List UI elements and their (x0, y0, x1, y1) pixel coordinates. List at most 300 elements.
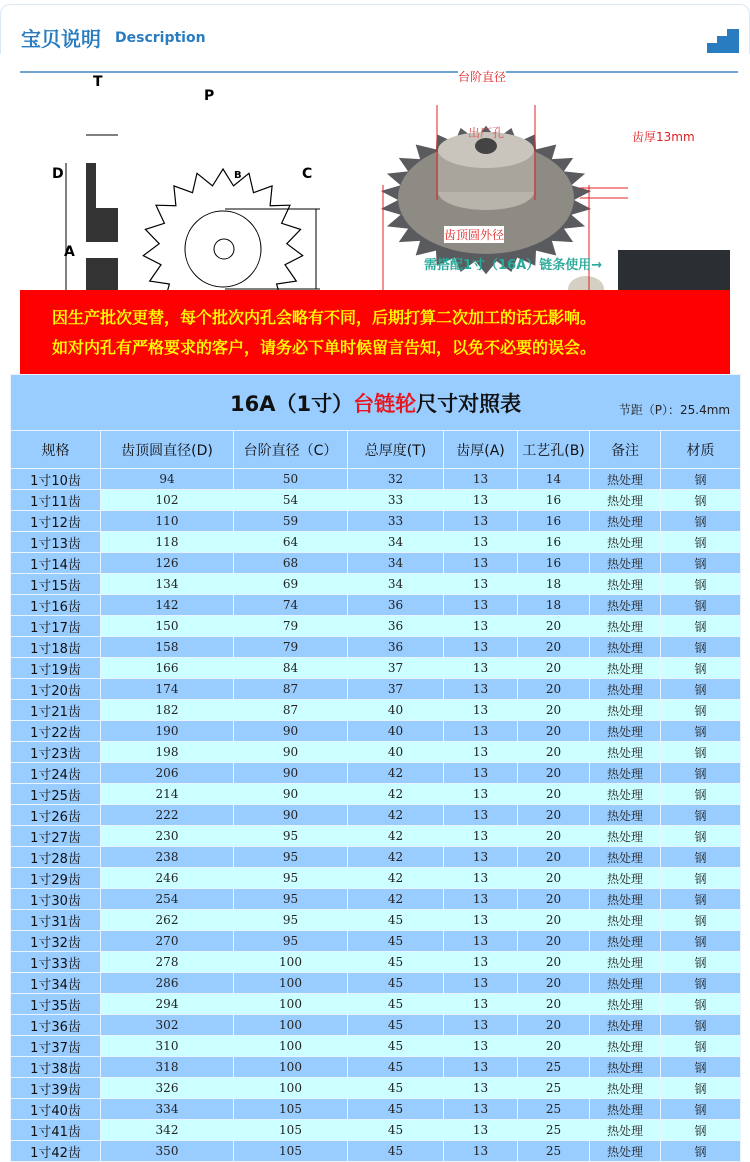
table-cell: 13 (444, 490, 518, 511)
table-cell: 钢 (661, 910, 741, 931)
table-cell: 16 (518, 490, 590, 511)
table-cell: 钢 (661, 973, 741, 994)
table-cell: 钢 (661, 511, 741, 532)
label-hub-diameter: 台阶直径 (458, 70, 507, 84)
table-row (11, 973, 741, 994)
table-cell: 20 (518, 931, 590, 952)
table-cell: 36 (348, 616, 444, 637)
table-cell: 13 (444, 1036, 518, 1057)
table-cell: 79 (234, 637, 348, 658)
table-cell: 20 (518, 952, 590, 973)
table-cell: 13 (444, 1120, 518, 1141)
table-cell: 1寸34齿 (11, 973, 101, 994)
table-cell: 钢 (661, 1057, 741, 1078)
table-cell: 214 (101, 784, 234, 805)
table-cell: 热处理 (590, 931, 661, 952)
table-row (11, 1078, 741, 1099)
table-cell: 13 (444, 931, 518, 952)
table-cell: 热处理 (590, 868, 661, 889)
table-row (11, 1099, 741, 1120)
table-cell: 246 (101, 868, 234, 889)
column-header: 工艺孔(B) (518, 431, 590, 469)
table-cell: 1寸40齿 (11, 1099, 101, 1120)
column-header: 备注 (590, 431, 661, 469)
table-cell: 1寸28齿 (11, 847, 101, 868)
table-cell: 334 (101, 1099, 234, 1120)
table-cell: 钢 (661, 553, 741, 574)
table-cell: 13 (444, 616, 518, 637)
table-cell: 1寸38齿 (11, 1057, 101, 1078)
table-cell: 13 (444, 469, 518, 490)
table-cell: 105 (234, 1120, 348, 1141)
table-cell: 热处理 (590, 658, 661, 679)
table-cell: 182 (101, 700, 234, 721)
table-row (11, 490, 741, 511)
table-cell: 钢 (661, 1141, 741, 1162)
table-cell: 18 (518, 574, 590, 595)
table-cell: 1寸17齿 (11, 616, 101, 637)
table-cell: 20 (518, 868, 590, 889)
table-cell: 94 (101, 469, 234, 490)
label-t: T (93, 74, 103, 90)
notice-line: 如对内孔有严格要求的客户，请务必下单时候留言告知，以免不必要的误会。 (52, 338, 597, 357)
table-cell: 热处理 (590, 973, 661, 994)
label-c: C (302, 166, 313, 182)
table-cell: 95 (234, 889, 348, 910)
table-cell: 45 (348, 952, 444, 973)
table-row (11, 469, 741, 490)
table-cell: 13 (444, 574, 518, 595)
table-cell: 1寸33齿 (11, 952, 101, 973)
table-cell: 16 (518, 553, 590, 574)
column-header: 总厚度(T) (348, 431, 444, 469)
table-cell: 90 (234, 721, 348, 742)
label-b: B (234, 170, 242, 181)
table-cell: 钢 (661, 574, 741, 595)
table-cell: 13 (444, 952, 518, 973)
table-cell: 热处理 (590, 490, 661, 511)
table-cell: 钢 (661, 847, 741, 868)
table-cell: 342 (101, 1120, 234, 1141)
table-cell: 1寸30齿 (11, 889, 101, 910)
table-cell: 热处理 (590, 616, 661, 637)
table-cell: 42 (348, 826, 444, 847)
table-cell: 174 (101, 679, 234, 700)
table-cell: 45 (348, 1057, 444, 1078)
table-cell: 13 (444, 637, 518, 658)
table-cell: 84 (234, 658, 348, 679)
table-cell: 热处理 (590, 847, 661, 868)
table-cell: 13 (444, 847, 518, 868)
table-cell: 18 (518, 595, 590, 616)
table-cell: 90 (234, 763, 348, 784)
table-cell: 钢 (661, 952, 741, 973)
table-row (11, 931, 741, 952)
table-cell: 钢 (661, 679, 741, 700)
table-cell: 1寸15齿 (11, 574, 101, 595)
table-cell: 钢 (661, 700, 741, 721)
table-cell: 热处理 (590, 952, 661, 973)
pitch-note: 节距（P）：25.4mm (618, 403, 731, 417)
table-cell: 13 (444, 805, 518, 826)
column-header: 规格 (11, 431, 101, 469)
table-cell: 198 (101, 742, 234, 763)
table-cell: 95 (234, 910, 348, 931)
table-cell: 钢 (661, 469, 741, 490)
table-cell: 134 (101, 574, 234, 595)
table-cell: 294 (101, 994, 234, 1015)
table-cell: 钢 (661, 616, 741, 637)
table-cell: 230 (101, 826, 234, 847)
table-cell: 1寸16齿 (11, 595, 101, 616)
table-cell: 100 (234, 1057, 348, 1078)
table-cell: 20 (518, 784, 590, 805)
table-cell: 95 (234, 847, 348, 868)
table-cell: 90 (234, 784, 348, 805)
table-cell: 1寸37齿 (11, 1036, 101, 1057)
table-cell: 1寸10齿 (11, 469, 101, 490)
notice-line: 因生产批次更替，每个批次内孔会略有不同，后期打算二次加工的话无影响。 (52, 308, 597, 327)
table-cell: 278 (101, 952, 234, 973)
table-cell: 20 (518, 1036, 590, 1057)
table-cell: 1寸18齿 (11, 637, 101, 658)
table-cell: 42 (348, 868, 444, 889)
table-row (11, 1036, 741, 1057)
table-cell: 钢 (661, 1036, 741, 1057)
table-cell: 13 (444, 973, 518, 994)
table-cell: 1寸41齿 (11, 1120, 101, 1141)
table-row (11, 826, 741, 847)
table-cell: 142 (101, 595, 234, 616)
table-cell: 热处理 (590, 511, 661, 532)
table-cell: 45 (348, 1015, 444, 1036)
header-divider (20, 71, 738, 73)
table-cell: 150 (101, 616, 234, 637)
table-cell: 37 (348, 679, 444, 700)
table-cell: 热处理 (590, 784, 661, 805)
table-cell: 42 (348, 847, 444, 868)
table-cell: 1寸39齿 (11, 1078, 101, 1099)
table-cell: 钢 (661, 721, 741, 742)
table-row (11, 616, 741, 637)
table-cell: 40 (348, 700, 444, 721)
table-cell: 热处理 (590, 1078, 661, 1099)
table-cell: 13 (444, 679, 518, 700)
table-cell: 36 (348, 637, 444, 658)
table-cell: 13 (444, 784, 518, 805)
table-cell: 40 (348, 721, 444, 742)
table-cell: 钢 (661, 784, 741, 805)
table-cell: 1寸12齿 (11, 511, 101, 532)
table-cell: 13 (444, 1015, 518, 1036)
product-illustration (0, 70, 750, 290)
table-cell: 钢 (661, 1099, 741, 1120)
table-cell: 13 (444, 868, 518, 889)
table-cell: 13 (444, 511, 518, 532)
table-cell: 13 (444, 889, 518, 910)
table-cell: 20 (518, 994, 590, 1015)
table-row (11, 763, 741, 784)
table-cell: 热处理 (590, 763, 661, 784)
table-row (11, 658, 741, 679)
table-cell: 87 (234, 679, 348, 700)
table-cell: 45 (348, 1120, 444, 1141)
table-cell: 79 (234, 616, 348, 637)
table-cell: 20 (518, 910, 590, 931)
table-cell: 1寸14齿 (11, 553, 101, 574)
table-cell: 45 (348, 1141, 444, 1162)
table-row (11, 553, 741, 574)
table-cell: 钢 (661, 931, 741, 952)
table-cell: 钢 (661, 637, 741, 658)
table-cell: 1寸24齿 (11, 763, 101, 784)
table-cell: 13 (444, 532, 518, 553)
table-cell: 13 (444, 1099, 518, 1120)
table-cell: 37 (348, 658, 444, 679)
table-cell: 13 (444, 553, 518, 574)
table-cell: 20 (518, 721, 590, 742)
table-row (11, 721, 741, 742)
table-cell: 1寸42齿 (11, 1141, 101, 1162)
table-cell: 热处理 (590, 742, 661, 763)
table-cell: 1寸25齿 (11, 784, 101, 805)
table-cell: 1寸31齿 (11, 910, 101, 931)
table-cell: 54 (234, 490, 348, 511)
table-cell: 13 (444, 742, 518, 763)
table-cell: 42 (348, 805, 444, 826)
table-cell: 90 (234, 742, 348, 763)
table-cell: 1寸29齿 (11, 868, 101, 889)
table-cell: 20 (518, 658, 590, 679)
label-p: P (204, 88, 215, 104)
column-header: 齿顶圆直径(D) (101, 431, 234, 469)
chain-note: 需搭配1寸（16A）链条使用→ (424, 258, 603, 273)
table-row (11, 1120, 741, 1141)
table-cell: 286 (101, 973, 234, 994)
table-cell: 热处理 (590, 1099, 661, 1120)
table-cell: 13 (444, 910, 518, 931)
table-cell: 13 (444, 994, 518, 1015)
table-cell: 13 (444, 700, 518, 721)
table-cell: 350 (101, 1141, 234, 1162)
table-cell: 钢 (661, 532, 741, 553)
table-row (11, 868, 741, 889)
column-header: 齿厚(A) (444, 431, 518, 469)
table-cell: 20 (518, 826, 590, 847)
table-cell: 42 (348, 889, 444, 910)
table-row (11, 1141, 741, 1162)
table-cell: 热处理 (590, 721, 661, 742)
table-cell: 100 (234, 1015, 348, 1036)
table-cell: 1寸13齿 (11, 532, 101, 553)
table-cell: 20 (518, 973, 590, 994)
table-cell: 1寸23齿 (11, 742, 101, 763)
table-cell: 16 (518, 511, 590, 532)
table-cell: 25 (518, 1099, 590, 1120)
table-cell: 13 (444, 721, 518, 742)
table-header-row (11, 431, 741, 469)
table-cell: 钢 (661, 490, 741, 511)
table-cell: 25 (518, 1141, 590, 1162)
table-cell: 100 (234, 1036, 348, 1057)
table-cell: 68 (234, 553, 348, 574)
size-table (10, 374, 741, 1162)
table-cell: 热处理 (590, 889, 661, 910)
table-cell: 1寸35齿 (11, 994, 101, 1015)
table-cell: 13 (444, 1078, 518, 1099)
table-cell: 310 (101, 1036, 234, 1057)
notice-banner (20, 290, 730, 374)
table-cell: 热处理 (590, 553, 661, 574)
table-cell: 20 (518, 742, 590, 763)
section-header (0, 4, 750, 54)
section-title-en: Description (115, 30, 206, 46)
table-cell: 1寸20齿 (11, 679, 101, 700)
table-cell: 95 (234, 868, 348, 889)
table-cell: 45 (348, 1099, 444, 1120)
table-cell: 钢 (661, 868, 741, 889)
label-factory-hole: 出厂孔 (468, 126, 505, 140)
table-row (11, 889, 741, 910)
table-cell: 40 (348, 742, 444, 763)
table-cell: 13 (444, 1141, 518, 1162)
table-cell: 1寸36齿 (11, 1015, 101, 1036)
table-cell: 326 (101, 1078, 234, 1099)
table-cell: 1寸19齿 (11, 658, 101, 679)
table-cell: 1寸32齿 (11, 931, 101, 952)
table-cell: 222 (101, 805, 234, 826)
table-row (11, 784, 741, 805)
table-cell: 热处理 (590, 700, 661, 721)
table-cell: 热处理 (590, 679, 661, 700)
table-cell: 钢 (661, 805, 741, 826)
table-cell: 158 (101, 637, 234, 658)
table-cell: 95 (234, 826, 348, 847)
table-cell: 20 (518, 889, 590, 910)
table-cell: 95 (234, 931, 348, 952)
table-cell: 1寸11齿 (11, 490, 101, 511)
label-d: D (52, 166, 64, 182)
table-cell: 16 (518, 532, 590, 553)
table-cell: 318 (101, 1057, 234, 1078)
table-cell: 13 (444, 763, 518, 784)
table-cell: 33 (348, 490, 444, 511)
table-cell: 126 (101, 553, 234, 574)
table-row (11, 1057, 741, 1078)
table-cell: 59 (234, 511, 348, 532)
table-cell: 20 (518, 700, 590, 721)
table-cell: 热处理 (590, 637, 661, 658)
table-cell: 105 (234, 1099, 348, 1120)
table-cell: 热处理 (590, 595, 661, 616)
table-cell: 热处理 (590, 910, 661, 931)
table-cell: 热处理 (590, 994, 661, 1015)
table-cell: 25 (518, 1120, 590, 1141)
table-cell: 34 (348, 553, 444, 574)
table-cell: 166 (101, 658, 234, 679)
table-cell: 钢 (661, 658, 741, 679)
table-cell: 1寸27齿 (11, 826, 101, 847)
column-header: 材质 (661, 431, 741, 469)
table-cell: 238 (101, 847, 234, 868)
table-row (11, 742, 741, 763)
table-title: 16A（1寸）台链轮尺寸对照表 (230, 391, 522, 416)
table-cell: 118 (101, 532, 234, 553)
table-cell: 热处理 (590, 805, 661, 826)
table-cell: 64 (234, 532, 348, 553)
table-cell: 25 (518, 1057, 590, 1078)
table-row (11, 910, 741, 931)
table-cell: 钢 (661, 826, 741, 847)
label-tooth-thickness: 齿厚13mm (632, 130, 695, 144)
table-row (11, 637, 741, 658)
table-cell: 25 (518, 1078, 590, 1099)
table-cell: 20 (518, 616, 590, 637)
table-cell: 20 (518, 637, 590, 658)
table-cell: 钢 (661, 595, 741, 616)
table-cell: 热处理 (590, 1015, 661, 1036)
section-title: 宝贝说明 (21, 27, 101, 51)
table-row (11, 847, 741, 868)
table-cell: 105 (234, 1141, 348, 1162)
table-row (11, 700, 741, 721)
table-cell: 34 (348, 574, 444, 595)
table-cell: 50 (234, 469, 348, 490)
label-outer-diameter: 齿顶圆外径 (444, 228, 505, 242)
table-row (11, 532, 741, 553)
table-cell: 热处理 (590, 1120, 661, 1141)
table-cell: 钢 (661, 742, 741, 763)
table-cell: 1寸21齿 (11, 700, 101, 721)
table-cell: 110 (101, 511, 234, 532)
table-row (11, 595, 741, 616)
table-cell: 33 (348, 511, 444, 532)
table-cell: 1寸26齿 (11, 805, 101, 826)
table-cell: 102 (101, 490, 234, 511)
table-row (11, 574, 741, 595)
table-cell: 45 (348, 1078, 444, 1099)
table-cell: 45 (348, 1036, 444, 1057)
table-cell: 74 (234, 595, 348, 616)
table-cell: 190 (101, 721, 234, 742)
table-cell: 32 (348, 469, 444, 490)
table-cell: 13 (444, 595, 518, 616)
table-cell: 87 (234, 700, 348, 721)
table-cell: 热处理 (590, 1141, 661, 1162)
table-cell: 69 (234, 574, 348, 595)
table-cell: 热处理 (590, 574, 661, 595)
table-row (11, 952, 741, 973)
table-cell: 90 (234, 805, 348, 826)
table-cell: 13 (444, 1057, 518, 1078)
label-a: A (64, 244, 75, 260)
table-row (11, 1015, 741, 1036)
table-cell: 钢 (661, 1120, 741, 1141)
table-cell: 100 (234, 973, 348, 994)
table-row (11, 805, 741, 826)
table-cell: 热处理 (590, 469, 661, 490)
table-row (11, 511, 741, 532)
table-cell: 1寸22齿 (11, 721, 101, 742)
table-cell: 34 (348, 532, 444, 553)
table-cell: 钢 (661, 1078, 741, 1099)
table-cell: 100 (234, 1078, 348, 1099)
table-cell: 13 (444, 658, 518, 679)
table-cell: 45 (348, 931, 444, 952)
table-cell: 42 (348, 784, 444, 805)
table-cell: 钢 (661, 994, 741, 1015)
table-cell: 钢 (661, 1015, 741, 1036)
